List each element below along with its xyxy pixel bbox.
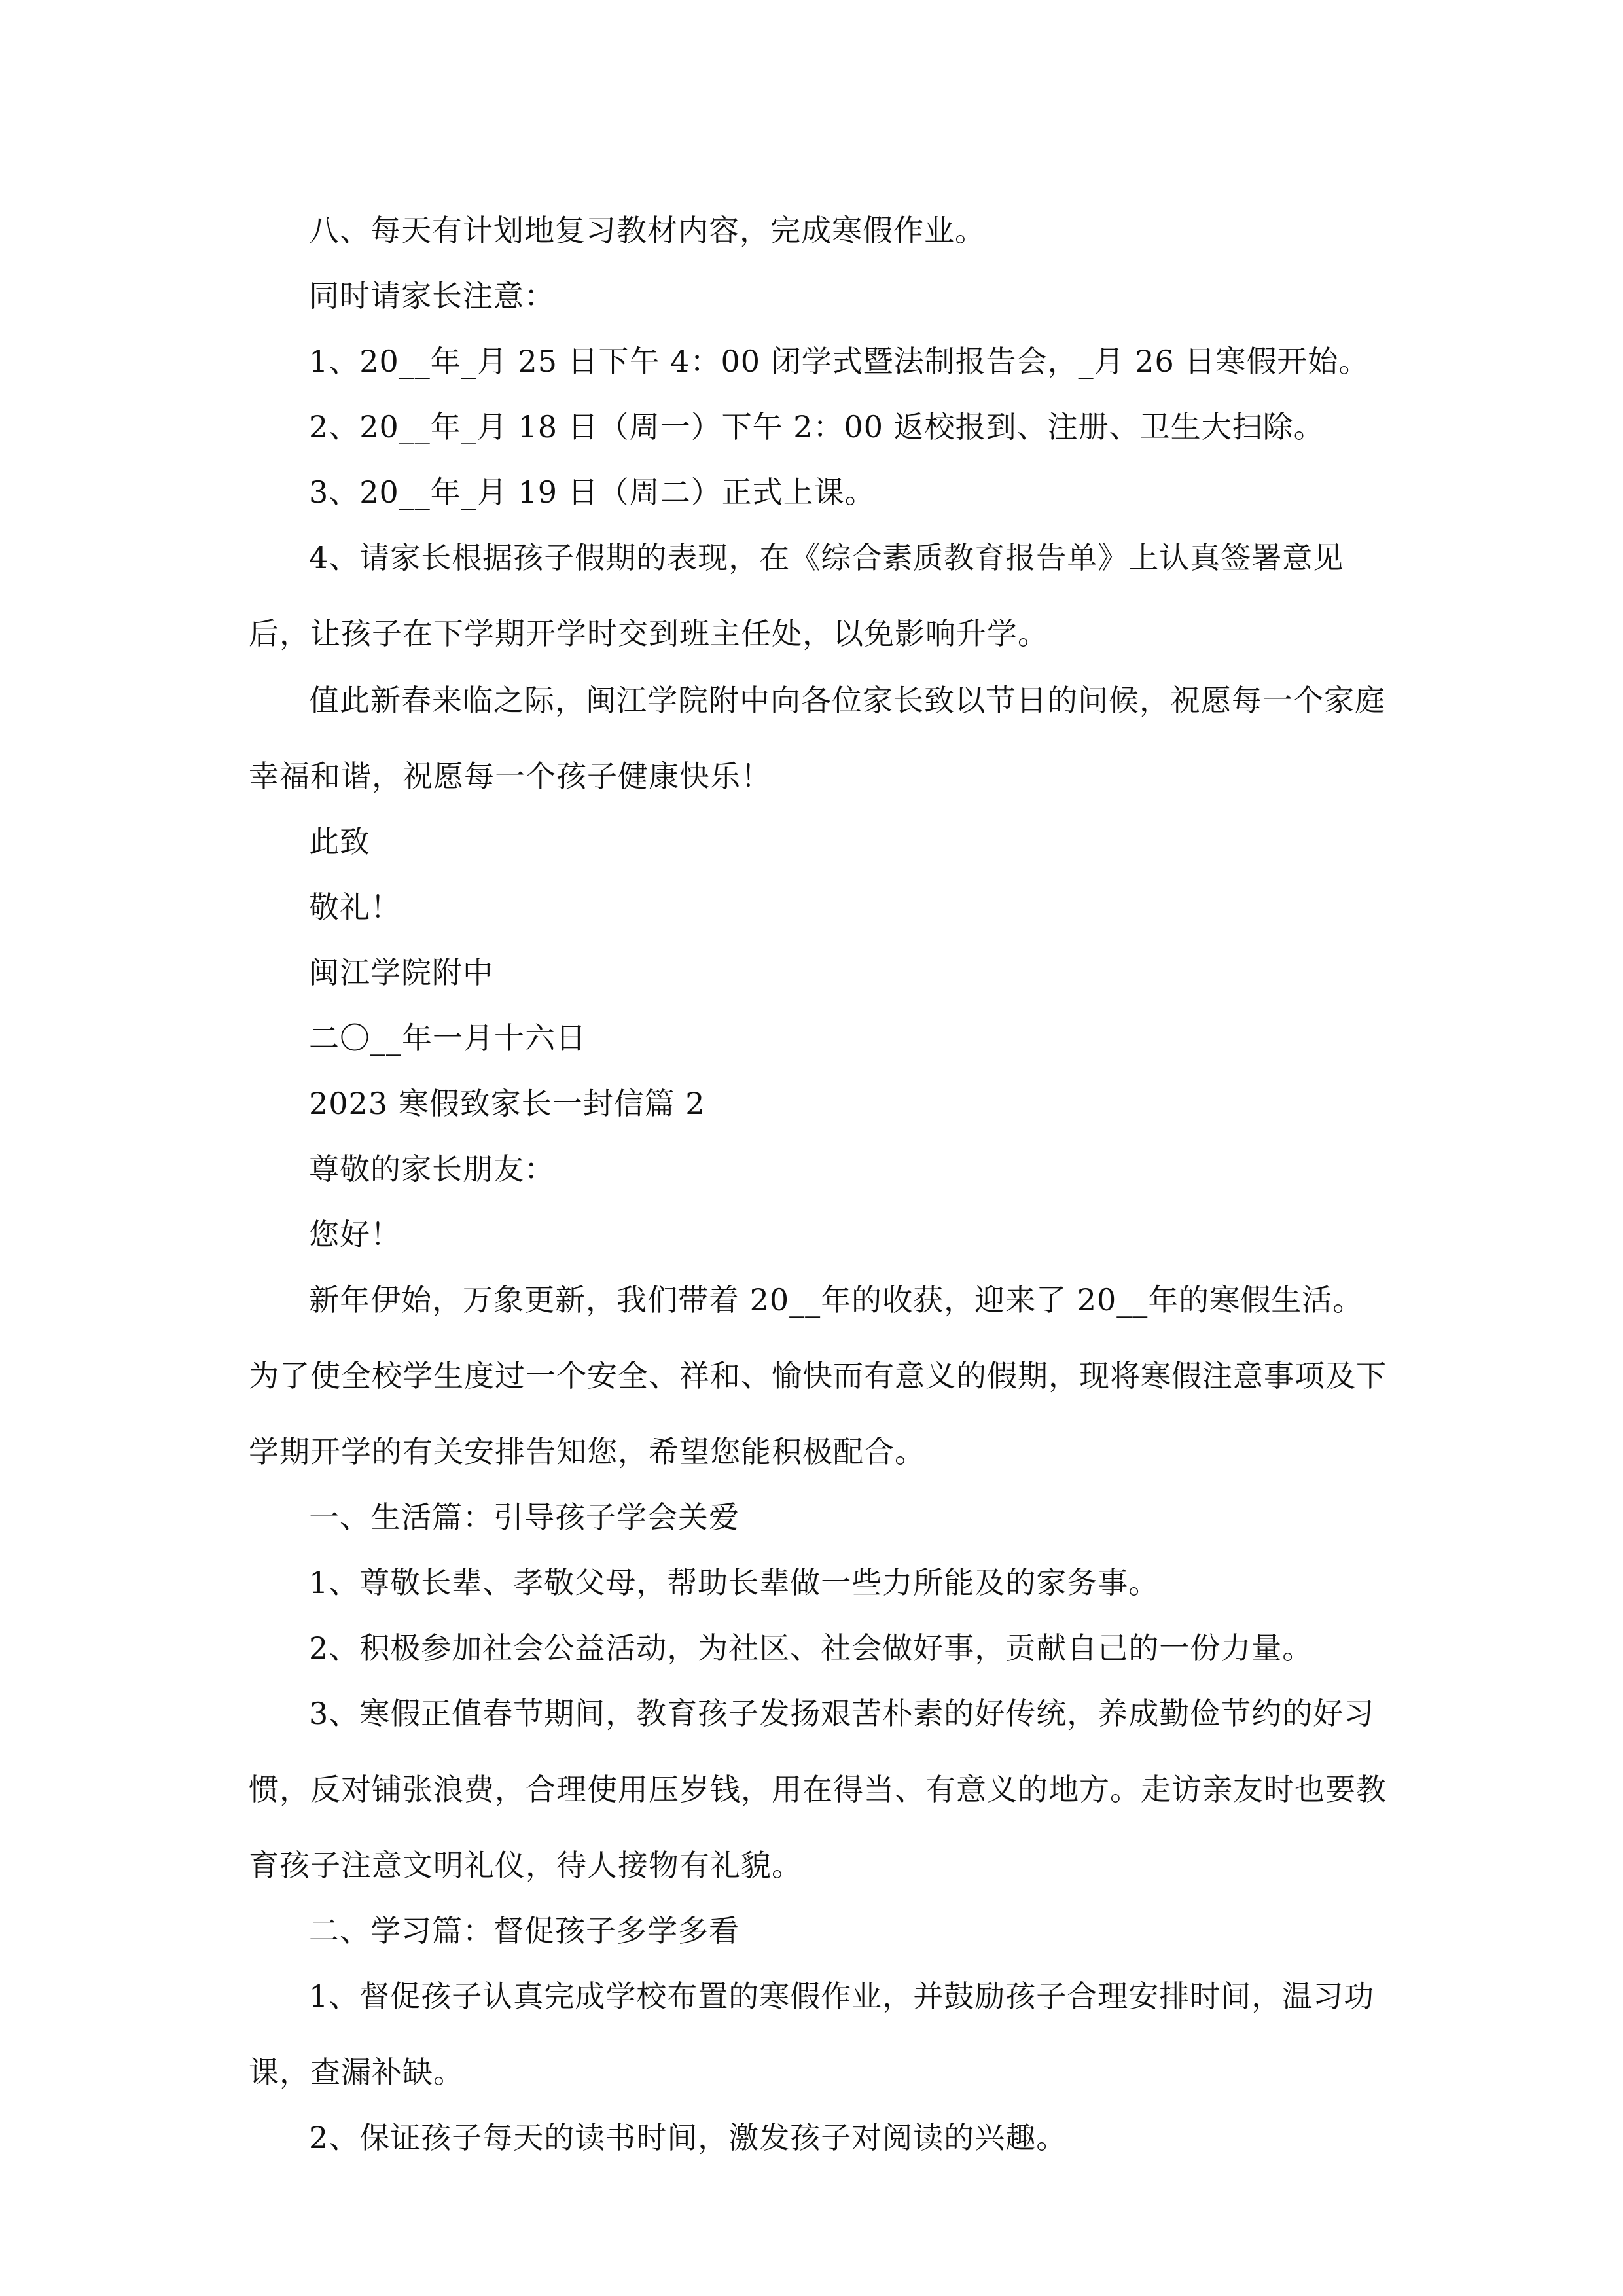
- paragraph-item-2: 2、20__年_月 18 日（周一）下午 2：00 返校报到、注册、卫生大扫除。: [309, 409, 1325, 444]
- paragraph-parents-note: 同时请家长注意：: [309, 278, 555, 314]
- paragraph-homework: 八、每天有计划地复习教材内容，完成寒假作业。: [309, 213, 986, 248]
- paragraph-greeting: 值此新春来临之际，闽江学院附中向各位家长致以节日的问候，祝愿每一个家庭幸福和谐，祝愿每一个孩子健康快乐！: [249, 683, 1385, 794]
- life-item-2: 2、积极参加社会公益活动，为社区、社会做好事，贡献自己的一份力量。: [309, 1630, 1313, 1666]
- signature-date: 二〇__年一月十六日: [309, 1020, 586, 1056]
- paragraph-item-1: 1、20__年_月 25 日下午 4：00 闭学式暨法制报告会，_月 26 日寒假开始。: [309, 344, 1370, 379]
- section-title-2: 2023 寒假致家长一封信篇 2: [309, 1086, 705, 1121]
- life-item-1: 1、尊敬长辈、孝敬父母，帮助长辈做一些力所能及的家务事。: [309, 1565, 1160, 1600]
- study-item-2: 2、保证孩子每天的读书时间，激发孩子对阅读的兴趣。: [309, 2120, 1067, 2155]
- heading-study: 二、学习篇：督促孩子多学多看: [309, 1913, 740, 1948]
- salutation: 尊敬的家长朋友：: [309, 1151, 555, 1187]
- paragraph-intro: 新年伊始，万象更新，我们带着 20__年的收获，迎来了 20__年的寒假生活。为了使全校学生度过一个安全、祥和、愉快而有意义的假期，现将寒假注意事项及下学期开学的有关安排告知您，希望您能积极配合。: [249, 1282, 1387, 1469]
- paragraph-item-3: 3、20__年_月 19 日（周二）正式上课。: [309, 475, 876, 510]
- signature-school: 闽江学院附中: [309, 955, 493, 990]
- heading-life: 一、生活篇：引导孩子学会关爱: [309, 1499, 740, 1535]
- life-item-3: 3、寒假正值春节期间，教育孩子发扬艰苦朴素的好传统，养成勤俭节约的好习惯，反对铺张浪费，合理使用压岁钱，用在得当、有意义的地方。走访亲友时也要教育孩子注意文明礼仪，待人接物有礼貌。: [249, 1696, 1387, 1883]
- closing-cizhi: 此致: [309, 824, 370, 859]
- closing-jingli: 敬礼！: [309, 889, 401, 925]
- study-item-1: 1、督促孩子认真完成学校布置的寒假作业，并鼓励孩子合理安排时间，温习功课，查漏补缺。: [249, 1979, 1375, 2090]
- paragraph-item-4: 4、请家长根据孩子假期的表现，在《综合素质教育报告单》上认真签署意见后，让孩子在下学期开学时交到班主任处，以免影响升学。: [249, 540, 1344, 651]
- hello: 您好！: [309, 1217, 401, 1252]
